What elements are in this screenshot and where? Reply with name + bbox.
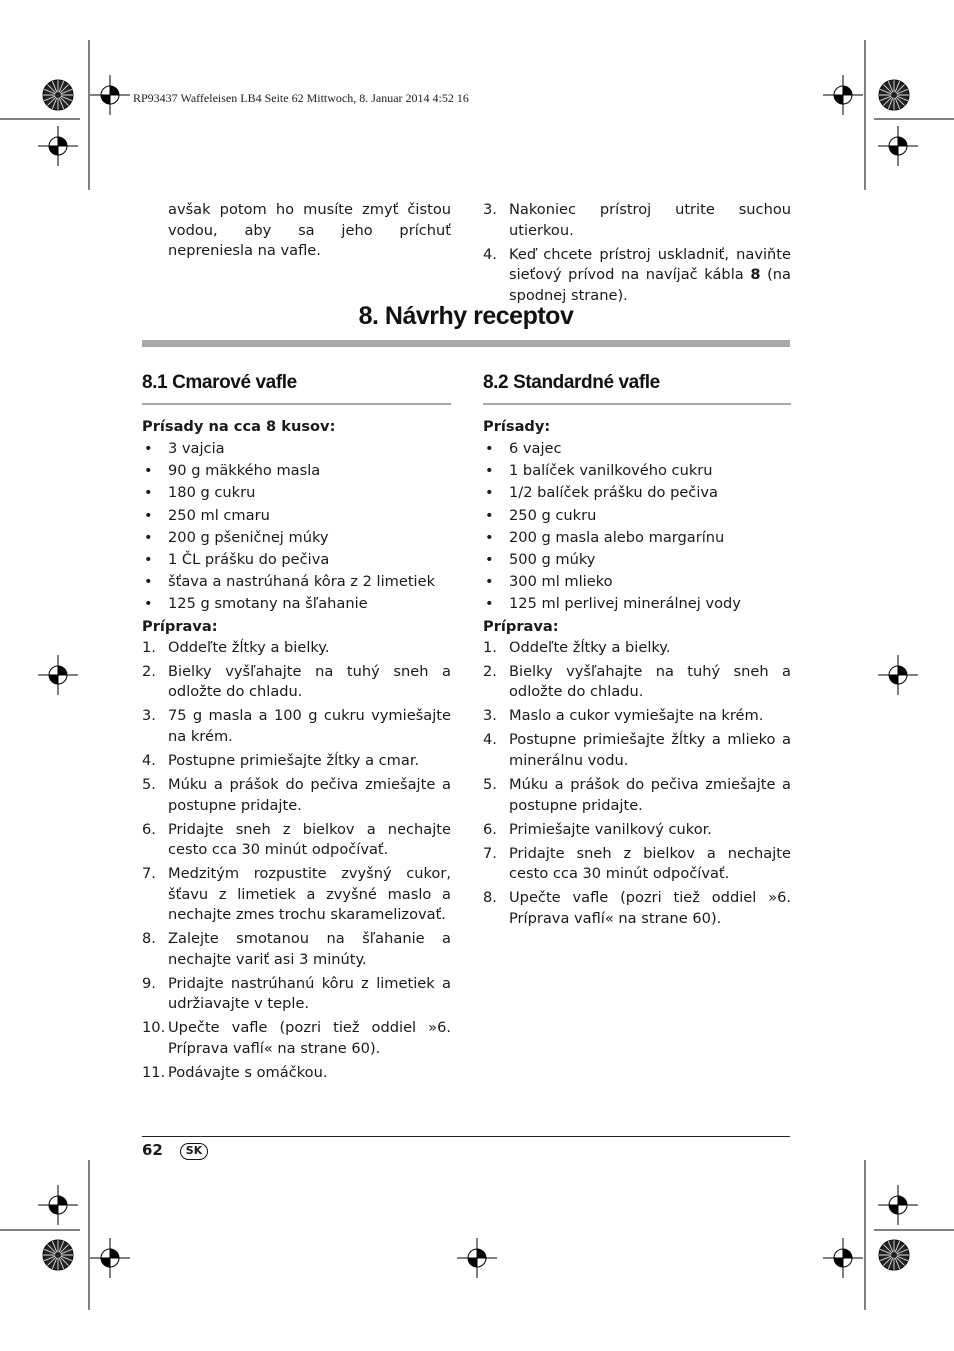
ingredient-item: • 6 vajec (483, 438, 791, 460)
step-text: Pridajte sneh z bielkov a nechajte cesto cca 30 minút odpočívať. (509, 844, 791, 883)
step-number: 3. (483, 707, 497, 725)
step-text: Podávajte s omáčkou. (168, 1064, 328, 1082)
preparation-step (142, 1018, 451, 1059)
step-text: Pridajte sneh z bielkov a nechajte cesto cca 30 minút odpočívať. (168, 820, 451, 859)
preparation-step (142, 820, 451, 861)
preparation-step (483, 844, 791, 885)
ingredient-item: • 300 ml mlieko (483, 571, 791, 593)
ingredient-item: • 3 vajcia (142, 438, 451, 460)
page-number: 62 (142, 1141, 163, 1159)
ingredient-item: • 125 ml perlivej minerálnej vody (483, 593, 791, 615)
footer-rule (142, 1136, 790, 1137)
step-number: 4. (142, 751, 156, 769)
step-number: 8. (483, 889, 497, 907)
section-8-1-body (142, 416, 451, 1087)
step-number: 2. (483, 662, 497, 680)
step-text: Maslo a cukor vymiešajte na krém. (509, 707, 764, 725)
preparation-step (483, 662, 791, 703)
step-text: Oddeľte žĺtky a bielky. (168, 638, 330, 656)
ingredient-item: • 125 g smotany na šľahanie (142, 593, 451, 615)
section-rule (142, 403, 451, 405)
preparation-step (483, 775, 791, 816)
preparation-heading: Príprava: (483, 617, 559, 635)
preparation-step (142, 706, 451, 747)
step-text: Pridajte nastrúhanú kôru z limetiek a udržiavajte v teple. (168, 974, 451, 1013)
print-header: RP93437 Waffeleisen LB4 Seite 62 Mittwoch, 8. Januar 2014 4:52 16 (133, 91, 469, 105)
step-text: Postupne primiešajte žĺtky a cmar. (168, 751, 420, 769)
preparation-step (483, 730, 791, 771)
step-text: Upečte vafle (pozri tiež oddiel »6. Príprava vaflí« na strane 60). (168, 1019, 451, 1057)
ingredient-item: • šťava a nastrúhaná kôra z 2 limetiek (142, 571, 451, 593)
section-rule (483, 403, 791, 405)
preparation-step (142, 974, 451, 1015)
step-number: 7. (483, 844, 497, 862)
ingredients-heading: Prísady na cca 8 kusov: (142, 418, 336, 435)
preparation-step (142, 662, 451, 703)
ingredient-item: • 1/2 balíček prášku do pečiva (483, 482, 791, 504)
ingredient-item: • 200 g masla alebo margarínu (483, 527, 791, 549)
step-text: Bielky vyšľahajte na tuhý sneh a odložte do chladu. (509, 662, 791, 701)
chapter-title-bar (142, 340, 790, 347)
step-text: Primiešajte vanilkový cukor. (509, 820, 712, 838)
step-number: 5. (483, 776, 497, 793)
preparation-step (483, 638, 791, 659)
step-text: Upečte vafle (pozri tiež oddiel »6. Príprava vaflí« na strane 60). (509, 889, 791, 927)
preparation-steps (142, 638, 451, 1084)
step-number: 6. (142, 820, 156, 838)
step-number: 1. (483, 638, 497, 656)
section-8-2-body (483, 416, 791, 933)
step-text: Bielky vyšľahajte na tuhý sneh a odložte do chladu. (168, 662, 451, 701)
step-number: 7. (142, 865, 156, 883)
preparation-heading: Príprava: (142, 617, 218, 635)
step-number: 10. (142, 1019, 166, 1037)
step-text: Postupne primiešajte žĺtky a mlieko a minerálnu vodu. (509, 731, 791, 769)
step-number: 9. (142, 974, 156, 992)
ingredient-item: • 180 g cukru (142, 482, 451, 504)
preparation-steps (483, 638, 791, 930)
preparation-step (142, 775, 451, 816)
step-number: 1. (142, 638, 156, 656)
preparation-step (142, 929, 451, 970)
top-left-paragraph: avšak potom ho musíte zmyť čistou vodou, aby sa jeho príchuť nepreniesla na vafle. (168, 201, 451, 259)
ingredient-item: • 1 balíček vanilkového cukru (483, 460, 791, 482)
preparation-step (483, 706, 791, 727)
ingredient-item: • 200 g pšeničnej múky (142, 527, 451, 549)
step-number: 8. (142, 930, 156, 948)
ingredient-item: • 90 g mäkkého masla (142, 460, 451, 482)
ingredient-item: • 1 ČL prášku do pečiva (142, 549, 451, 571)
top-step: 3. Nakoniec prístroj utrite suchou utierkou. (483, 201, 791, 239)
preparation-step (142, 864, 451, 926)
top-step: 4. Keď chcete prístroj uskladniť, naviňte sieťový prívod na navíjač kábla 8 (na spodnej strane). (483, 245, 791, 304)
preparation-step (142, 751, 451, 772)
top-right-steps (483, 200, 791, 310)
language-badge: SK (180, 1143, 208, 1160)
step-text: Oddeľte žĺtky a bielky. (509, 638, 671, 656)
preparation-step (142, 638, 451, 659)
step-number: 11. (142, 1064, 166, 1082)
section-title-8-2: 8.2 Standardné vafle (483, 372, 660, 393)
step-text: Múku a prášok do pečiva zmiešajte a postupne pridajte. (168, 776, 451, 814)
ingredients-list (483, 438, 791, 616)
step-number: 3. (142, 707, 156, 725)
preparation-step (483, 820, 791, 841)
step-number: 6. (483, 820, 497, 838)
ingredients-list (142, 438, 451, 616)
step-number: 2. (142, 662, 156, 680)
preparation-step (142, 1063, 451, 1084)
preparation-step (483, 888, 791, 929)
section-title-8-1: 8.1 Cmarové vafle (142, 372, 297, 393)
step-number: 5. (142, 776, 156, 793)
ingredient-item: • 250 ml cmaru (142, 505, 451, 527)
chapter-title: 8. Návrhy receptov (358, 302, 574, 330)
ingredients-heading: Prísady: (483, 418, 551, 435)
step-text: 75 g masla a 100 g cukru vymiešajte na krém. (168, 707, 451, 745)
ingredient-item: • 500 g múky (483, 549, 791, 571)
step-number: 4. (483, 731, 497, 749)
step-text: Medzitým rozpustite zvyšný cukor, šťavu z limetiek a zvyšné maslo a nechajte zmes trochu skaramelizovať. (168, 865, 451, 924)
ingredient-item: • 250 g cukru (483, 505, 791, 527)
step-text: Múku a prášok do pečiva zmiešajte a postupne pridajte. (509, 776, 791, 814)
step-text: Zalejte smotanou na šľahanie a nechajte variť asi 3 minúty. (168, 930, 451, 968)
